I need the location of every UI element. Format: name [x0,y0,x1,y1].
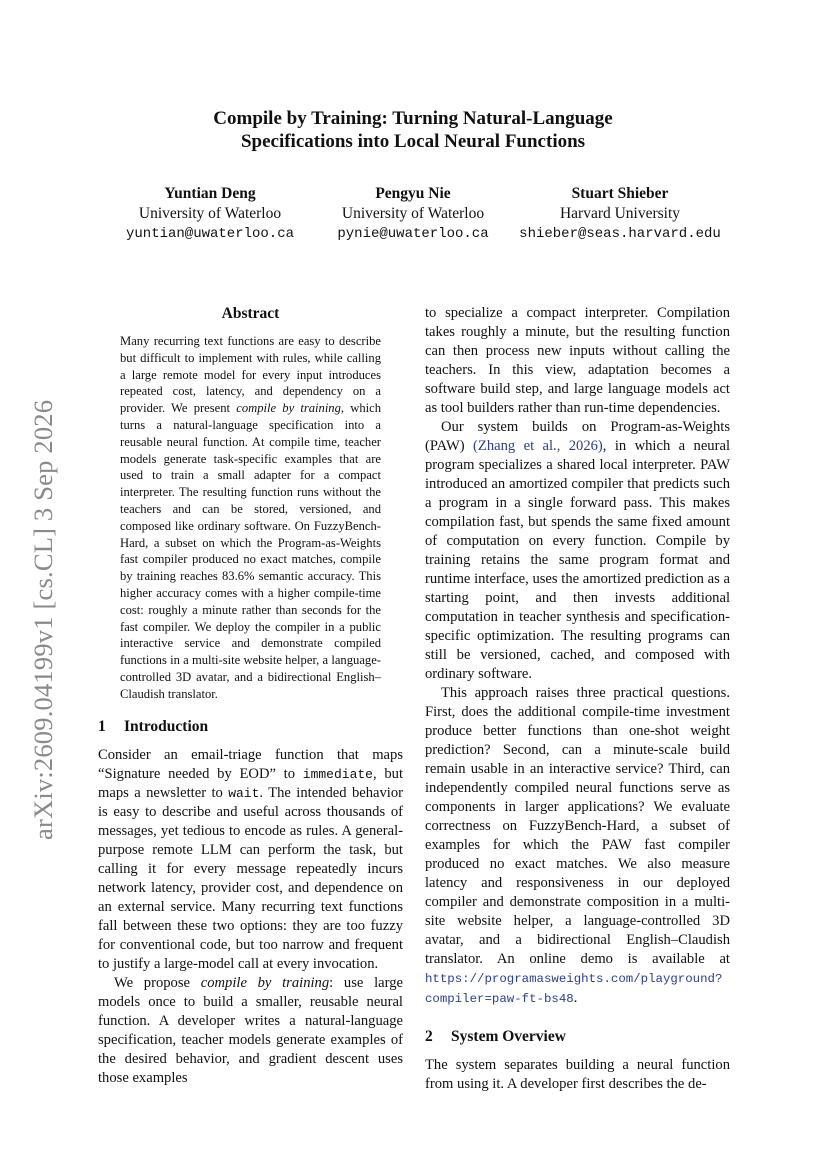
section-title: System Overview [451,1028,566,1045]
text-run: Our system builds on Program-as-Weights (PAW) [425,419,730,454]
author-3 [510,184,730,244]
author-name: Stuart Shieber [571,185,669,202]
intro-paragraph-1 [98,746,403,974]
left-column [98,304,403,1088]
title-line-2: Specifications into Local Neural Functions [240,131,586,152]
abstract-text-part: Many recurring text functions are easy to describe but difficult to implement with rules, while calling a large remote model for every input introduces repeated cost, latency, and dependency on a provider. We present [120,334,381,416]
section-heading-system-overview [425,1027,730,1046]
paper-title [130,107,696,153]
author-affiliation: University of Waterloo [341,205,485,222]
abstract-heading: Abstract [221,305,280,322]
author-name: Yuntian Deng [164,185,256,202]
inline-code: immediate [302,766,373,782]
author-2 [303,184,523,244]
text-run: , in which a neural program specializes a shared local interpreter. PAW introduced an amortized compiler that predicts such a program in a single forward pass. This makes compilation fast, but spends the same fixed amount of computation on every function. Compile by training retains the same program format and runtime interface, uses the amortized prediction as a starting point, and then invests additional computation in teacher synthesis and specification-specific optimization. The resulting programs can still be versioned, cached, and composed with ordinary software. [425,438,730,682]
author-name: Pengyu Nie [375,185,451,202]
text-run: Consider an email-triage function that maps “Signature needed by EOD” to [98,746,403,782]
intro-paragraph-2 [98,974,403,1088]
text-run: . [573,990,578,1006]
abstract-emphasis: compile by training [236,401,341,416]
author-affiliation: University of Waterloo [138,205,282,222]
section-heading-introduction [98,717,403,736]
text-run: : use large models once to build a smaller, reusable neural function. A developer writes a natural-language specification, teacher models generate examples of the desired behavior, and gradient descent uses those examples [98,974,403,1086]
overview-paragraph-1: The system separates building a neural function from using it. A developer first describes the de- [425,1057,730,1092]
intro-paragraph-3 [425,418,730,684]
text-run: . The intended behavior is easy to describe and useful across thousands of messages, yet tedious to encode as rules. A general-purpose remote LLM can perform the task, but calling it for every message repeatedly incurs network latency, provider cost, and dependence on an external service. Many recurring text functions fall between these two options: they are too fuzzy for conventional code, but too narrow and frequent to justify a large-model call at every invocation. [98,784,403,972]
abstract-text-part: , which turns a natural-language specification into a reusable neural function. At compile time, teacher models generate task-specific examples that are used to train a small adapter for a compact interpreter. The resulting function runs without the teachers and can be stored, versioned, and composed like ordinary software. On FuzzyBench-Hard, a subset on which the Program-as-Weights fast compiler produced no exact matches, compile by training reaches 83.6% semantic accuracy. This higher accuracy comes with a higher compile-time cost: roughly a minute rather than seconds for the fast compiler. We deploy the compiler in a public interactive service and demonstrate compiled functions in a multi-site website helper, a language-controlled 3D avatar, and a bidirectional English–Claudish translator. [120,401,381,701]
title-line-1: Compile by Training: Turning Natural-Language [213,108,613,129]
intro-paragraph-2-continued: to specialize a compact interpreter. Compilation takes roughly a minute, but the resulting function can then process new inputs without calling the teachers. In this view, adaptation becomes a software build step, and large language models act as tool builders rather than run-time dependencies. [425,305,730,416]
author-1 [100,184,320,244]
section-number: 1 [98,717,106,735]
citation-link[interactable]: (Zhang et al., 2026) [473,438,603,454]
author-email[interactable]: yuntian@uwaterloo.ca [125,226,295,242]
author-affiliation: Harvard University [559,205,681,222]
author-email[interactable]: shieber@seas.harvard.edu [519,226,721,242]
author-email[interactable]: pynie@uwaterloo.ca [337,226,489,242]
intro-paragraph-4 [425,684,730,1009]
section-title: Introduction [124,717,209,735]
text-run: , but maps a newsletter to [98,765,404,801]
abstract-text [98,333,403,703]
right-column [425,304,730,1094]
arxiv-identifier: arXiv:2609.04199v1 [cs.CL] 3 Sep 2026 [28,399,58,840]
section-number: 2 [425,1028,433,1045]
demo-url-link[interactable]: https://programasweights.com/playground?compiler=paw-ft-bs48 [425,972,723,1006]
text-run: We propose [114,974,201,991]
inline-code: wait [228,785,260,801]
text-run: This approach raises three practical questions. First, does the additional compile-time investment produce better functions than one-shot weight prediction? Second, can a minute-scale build remain usable in an interactive service? Third, can independently compiled neural functions serve as components in larger applications? We evaluate correctness on FuzzyBench-Hard, a subset of examples for which the PAW fast compiler produced no exact matches. We also measure latency and responsiveness in our deployed compiler and demonstrate composition in a multi-site website helper, a language-controlled 3D avatar, and a bidirectional English–Claudish translator. An online demo is available at [425,685,730,967]
emphasis: compile by training [200,974,330,991]
